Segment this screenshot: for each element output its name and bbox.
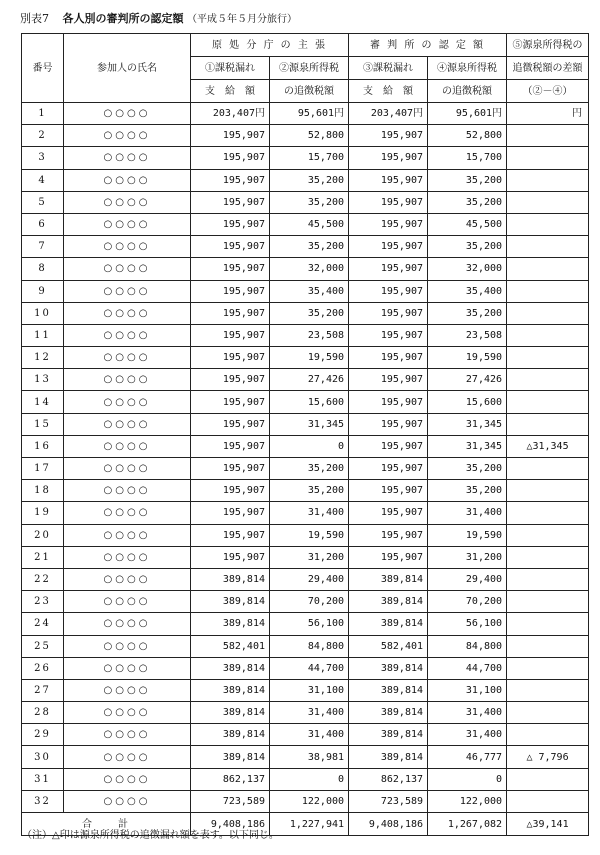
participant-name: ○○○○: [64, 324, 191, 346]
cell-c3: 195,907: [349, 169, 428, 191]
cell-c3: 195,907: [349, 546, 428, 568]
table-row: [22, 147, 589, 169]
cell-c5: [507, 125, 589, 147]
cell-c3: 195,907: [349, 391, 428, 413]
row-number: 28: [22, 702, 64, 724]
cell-c3: 195,907: [349, 369, 428, 391]
participant-name: ○○○○: [64, 790, 191, 812]
cell-c4: 46,777: [428, 746, 507, 768]
table-row: [22, 546, 589, 568]
table-row: [22, 657, 589, 679]
participant-name: ○○○○: [64, 391, 191, 413]
row-number: 2: [22, 125, 64, 147]
cell-c5: [507, 169, 589, 191]
row-number: 19: [22, 502, 64, 524]
participant-name: ○○○○: [64, 480, 191, 502]
cell-c5: [507, 502, 589, 524]
cell-c3: 195,907: [349, 213, 428, 235]
table-row: [22, 413, 589, 435]
cell-c3: 862,137: [349, 768, 428, 790]
table-row: [22, 724, 589, 746]
cell-c2: 31,345: [270, 413, 349, 435]
cell-c1: 195,907: [191, 125, 270, 147]
row-number: 26: [22, 657, 64, 679]
total-c5: △39,141: [507, 813, 589, 836]
cell-c3: 195,907: [349, 302, 428, 324]
cell-c4: 84,800: [428, 635, 507, 657]
cell-c3: 195,907: [349, 413, 428, 435]
cell-c4: 15,700: [428, 147, 507, 169]
cell-c2: 27,426: [270, 369, 349, 391]
cell-c5: [507, 568, 589, 590]
participant-name: ○○○○: [64, 147, 191, 169]
participant-name: ○○○○: [64, 657, 191, 679]
cell-c1: 195,907: [191, 236, 270, 258]
table-title: 各人別の審判所の認定額: [62, 12, 184, 25]
header-col1-line1: ①課税漏れ: [191, 57, 270, 80]
cell-c5: [507, 236, 589, 258]
cell-c5: [507, 679, 589, 701]
cell-c5: [507, 635, 589, 657]
row-number: 17: [22, 458, 64, 480]
cell-c1: 195,907: [191, 369, 270, 391]
cell-c1: 389,814: [191, 702, 270, 724]
cell-c5: [507, 657, 589, 679]
table-row: [22, 568, 589, 590]
cell-c5: [507, 724, 589, 746]
cell-c4: 70,200: [428, 591, 507, 613]
participant-name: ○○○○: [64, 191, 191, 213]
table-row: [22, 746, 589, 768]
row-number: 16: [22, 435, 64, 457]
footnote: （注）△印は源泉所得税の追徴漏れ額を表す。以下同じ。: [22, 830, 279, 841]
cell-c3: 195,907: [349, 435, 428, 457]
cell-c4: 0: [428, 768, 507, 790]
cell-c5: [507, 302, 589, 324]
participant-name: ○○○○: [64, 258, 191, 280]
cell-c1: 195,907: [191, 191, 270, 213]
row-number: 18: [22, 480, 64, 502]
row-number: 31: [22, 768, 64, 790]
participant-name: ○○○○: [64, 635, 191, 657]
row-number: 13: [22, 369, 64, 391]
cell-c1: 195,907: [191, 480, 270, 502]
cell-c2: 0: [270, 768, 349, 790]
total-label: 合 計: [22, 813, 191, 836]
cell-c5: [507, 324, 589, 346]
table-row: [22, 480, 589, 502]
participant-name: ○○○○: [64, 746, 191, 768]
cell-c1: 203,407円: [191, 103, 270, 125]
cell-c1: 389,814: [191, 724, 270, 746]
cell-c1: 389,814: [191, 746, 270, 768]
header-col4-line2: の追徴税額: [428, 80, 507, 103]
cell-c3: 389,814: [349, 613, 428, 635]
cell-c1: 389,814: [191, 679, 270, 701]
cell-c2: 31,100: [270, 679, 349, 701]
cell-c3: 195,907: [349, 502, 428, 524]
cell-c4: 35,400: [428, 280, 507, 302]
cell-c4: 19,590: [428, 347, 507, 369]
row-number: 7: [22, 236, 64, 258]
cell-c5: [507, 524, 589, 546]
table-row: [22, 347, 589, 369]
cell-c3: 389,814: [349, 679, 428, 701]
row-number: 6: [22, 213, 64, 235]
cell-c4: 32,000: [428, 258, 507, 280]
cell-c2: 45,500: [270, 213, 349, 235]
cell-c5: 円: [507, 103, 589, 125]
cell-c4: 35,200: [428, 458, 507, 480]
cell-c3: 195,907: [349, 458, 428, 480]
participant-name: ○○○○: [64, 169, 191, 191]
cell-c4: 56,100: [428, 613, 507, 635]
cell-c2: 15,700: [270, 147, 349, 169]
cell-c1: 862,137: [191, 768, 270, 790]
cell-c4: 35,200: [428, 191, 507, 213]
cell-c1: 195,907: [191, 546, 270, 568]
total-c3: 9,408,186: [349, 813, 428, 836]
cell-c2: 29,400: [270, 568, 349, 590]
row-number: 4: [22, 169, 64, 191]
row-number: 24: [22, 613, 64, 635]
header-group-tribunal: 審 判 所 の 認 定 額: [349, 34, 507, 57]
cell-c3: 195,907: [349, 480, 428, 502]
table-title-note: （平成５年５月分旅行）: [187, 14, 297, 25]
cell-c4: 35,200: [428, 236, 507, 258]
cell-c5: [507, 790, 589, 812]
cell-c2: 35,200: [270, 302, 349, 324]
participant-name: ○○○○: [64, 236, 191, 258]
table-row: [22, 435, 589, 457]
table-row: [22, 125, 589, 147]
cell-c4: 31,345: [428, 413, 507, 435]
header-col2-line1: ②源泉所得税: [270, 57, 349, 80]
header-col1-line2: 支 給 額: [191, 80, 270, 103]
cell-c4: 19,590: [428, 524, 507, 546]
cell-c1: 389,814: [191, 568, 270, 590]
cell-c3: 195,907: [349, 324, 428, 346]
cell-c3: 389,814: [349, 657, 428, 679]
participant-name: ○○○○: [64, 280, 191, 302]
table-row: [22, 391, 589, 413]
row-number: 3: [22, 147, 64, 169]
row-number: 8: [22, 258, 64, 280]
cell-c1: 389,814: [191, 613, 270, 635]
cell-c1: 195,907: [191, 258, 270, 280]
table-row: [22, 502, 589, 524]
row-number: 12: [22, 347, 64, 369]
table-row: [22, 790, 589, 812]
cell-c1: 195,907: [191, 413, 270, 435]
table-caption: [20, 10, 590, 26]
cell-c4: 35,200: [428, 169, 507, 191]
cell-c3: 389,814: [349, 702, 428, 724]
row-number: 5: [22, 191, 64, 213]
cell-c2: 32,000: [270, 258, 349, 280]
header-col5-line2: 追徴税額の差額: [507, 57, 589, 80]
cell-c4: 31,345: [428, 435, 507, 457]
cell-c4: 35,200: [428, 302, 507, 324]
cell-c2: 35,200: [270, 480, 349, 502]
table-row: [22, 169, 589, 191]
cell-c4: 31,400: [428, 702, 507, 724]
cell-c5: [507, 258, 589, 280]
cell-c3: 195,907: [349, 147, 428, 169]
cell-c2: 31,400: [270, 724, 349, 746]
participant-name: ○○○○: [64, 502, 191, 524]
cell-c3: 389,814: [349, 591, 428, 613]
cell-c5: [507, 413, 589, 435]
cell-c4: 31,200: [428, 546, 507, 568]
cell-c5: [507, 546, 589, 568]
cell-c4: 15,600: [428, 391, 507, 413]
cell-c3: 389,814: [349, 746, 428, 768]
assessment-table: [21, 33, 589, 836]
participant-name: ○○○○: [64, 435, 191, 457]
header-name: 参加人の氏名: [64, 34, 191, 103]
cell-c3: 195,907: [349, 258, 428, 280]
cell-c5: △31,345: [507, 435, 589, 457]
header-col4-line1: ④源泉所得税: [428, 57, 507, 80]
participant-name: ○○○○: [64, 546, 191, 568]
row-number: 20: [22, 524, 64, 546]
cell-c5: [507, 369, 589, 391]
cell-c1: 195,907: [191, 458, 270, 480]
cell-c5: [507, 458, 589, 480]
participant-name: ○○○○: [64, 679, 191, 701]
cell-c2: 35,200: [270, 236, 349, 258]
table-row: [22, 280, 589, 302]
cell-c3: 195,907: [349, 347, 428, 369]
cell-c5: [507, 191, 589, 213]
cell-c1: 723,589: [191, 790, 270, 812]
table-row: [22, 613, 589, 635]
cell-c1: 195,907: [191, 169, 270, 191]
cell-c4: 31,400: [428, 502, 507, 524]
participant-name: ○○○○: [64, 613, 191, 635]
cell-c2: 31,200: [270, 546, 349, 568]
cell-c4: 44,700: [428, 657, 507, 679]
cell-c2: 23,508: [270, 324, 349, 346]
cell-c3: 195,907: [349, 236, 428, 258]
row-number: 30: [22, 746, 64, 768]
table-row: [22, 369, 589, 391]
table-row: [22, 258, 589, 280]
participant-name: ○○○○: [64, 724, 191, 746]
cell-c5: [507, 147, 589, 169]
cell-c5: [507, 702, 589, 724]
table-row: [22, 324, 589, 346]
cell-c2: 0: [270, 435, 349, 457]
table-row: [22, 302, 589, 324]
cell-c2: 31,400: [270, 702, 349, 724]
cell-c4: 31,400: [428, 724, 507, 746]
cell-c5: [507, 591, 589, 613]
cell-c2: 35,200: [270, 458, 349, 480]
row-number: 23: [22, 591, 64, 613]
cell-c4: 31,100: [428, 679, 507, 701]
cell-c5: [507, 280, 589, 302]
cell-c3: 195,907: [349, 125, 428, 147]
row-number: 27: [22, 679, 64, 701]
cell-c2: 38,981: [270, 746, 349, 768]
cell-c2: 52,800: [270, 125, 349, 147]
cell-c3: 195,907: [349, 524, 428, 546]
total-c1: 9,408,186: [191, 813, 270, 836]
cell-c1: 195,907: [191, 280, 270, 302]
cell-c2: 35,200: [270, 169, 349, 191]
participant-name: ○○○○: [64, 103, 191, 125]
cell-c4: 27,426: [428, 369, 507, 391]
table-row: [22, 591, 589, 613]
participant-name: ○○○○: [64, 369, 191, 391]
cell-c1: 389,814: [191, 657, 270, 679]
cell-c5: [507, 613, 589, 635]
row-number: 10: [22, 302, 64, 324]
row-number: 21: [22, 546, 64, 568]
cell-c2: 19,590: [270, 347, 349, 369]
cell-c5: [507, 391, 589, 413]
header-no: 番号: [22, 34, 64, 103]
cell-c4: 35,200: [428, 480, 507, 502]
cell-c3: 389,814: [349, 724, 428, 746]
cell-c5: △ 7,796: [507, 746, 589, 768]
table-row: [22, 635, 589, 657]
row-number: 1: [22, 103, 64, 125]
cell-c1: 389,814: [191, 591, 270, 613]
cell-c3: 203,407円: [349, 103, 428, 125]
cell-c1: 195,907: [191, 391, 270, 413]
row-number: 22: [22, 568, 64, 590]
cell-c2: 122,000: [270, 790, 349, 812]
row-number: 32: [22, 790, 64, 812]
total-c2: 1,227,941: [270, 813, 349, 836]
cell-c2: 84,800: [270, 635, 349, 657]
cell-c2: 31,400: [270, 502, 349, 524]
cell-c5: [507, 213, 589, 235]
table-row: [22, 213, 589, 235]
header-col3-line1: ③課税漏れ: [349, 57, 428, 80]
row-number: 29: [22, 724, 64, 746]
cell-c2: 95,601円: [270, 103, 349, 125]
cell-c1: 195,907: [191, 524, 270, 546]
row-number: 9: [22, 280, 64, 302]
cell-c1: 195,907: [191, 347, 270, 369]
cell-c1: 195,907: [191, 435, 270, 457]
header-col5-line3: （②－④）: [507, 80, 589, 103]
header-col2-line2: の追徴税額: [270, 80, 349, 103]
header-col5-line1: ⑤源泉所得税の: [507, 34, 589, 57]
table-row: [22, 103, 589, 125]
table-row: [22, 702, 589, 724]
row-number: 11: [22, 324, 64, 346]
participant-name: ○○○○: [64, 702, 191, 724]
participant-name: ○○○○: [64, 413, 191, 435]
cell-c4: 23,508: [428, 324, 507, 346]
cell-c4: 95,601円: [428, 103, 507, 125]
participant-name: ○○○○: [64, 125, 191, 147]
cell-c2: 44,700: [270, 657, 349, 679]
table-row: [22, 458, 589, 480]
table-row: [22, 524, 589, 546]
cell-c1: 195,907: [191, 324, 270, 346]
cell-c4: 45,500: [428, 213, 507, 235]
cell-c4: 122,000: [428, 790, 507, 812]
table-row: [22, 679, 589, 701]
cell-c5: [507, 347, 589, 369]
table-id: 別表7: [20, 12, 49, 25]
header-col3-line2: 支 給 額: [349, 80, 428, 103]
participant-name: ○○○○: [64, 347, 191, 369]
cell-c1: 195,907: [191, 213, 270, 235]
cell-c2: 19,590: [270, 524, 349, 546]
total-c4: 1,267,082: [428, 813, 507, 836]
participant-name: ○○○○: [64, 213, 191, 235]
cell-c2: 15,600: [270, 391, 349, 413]
cell-c2: 35,400: [270, 280, 349, 302]
participant-name: ○○○○: [64, 458, 191, 480]
cell-c5: [507, 480, 589, 502]
participant-name: ○○○○: [64, 768, 191, 790]
cell-c2: 35,200: [270, 191, 349, 213]
cell-c3: 195,907: [349, 191, 428, 213]
header-group-original: 原 処 分 庁 の 主 張: [191, 34, 349, 57]
row-number: 15: [22, 413, 64, 435]
row-number: 14: [22, 391, 64, 413]
cell-c1: 195,907: [191, 302, 270, 324]
cell-c3: 389,814: [349, 568, 428, 590]
cell-c1: 195,907: [191, 147, 270, 169]
cell-c3: 582,401: [349, 635, 428, 657]
participant-name: ○○○○: [64, 591, 191, 613]
cell-c3: 195,907: [349, 280, 428, 302]
table-row: [22, 236, 589, 258]
participant-name: ○○○○: [64, 568, 191, 590]
table-row: [22, 768, 589, 790]
cell-c1: 195,907: [191, 502, 270, 524]
cell-c1: 582,401: [191, 635, 270, 657]
cell-c4: 52,800: [428, 125, 507, 147]
row-number: 25: [22, 635, 64, 657]
table-body: [22, 103, 589, 813]
cell-c5: [507, 768, 589, 790]
cell-c2: 56,100: [270, 613, 349, 635]
table-row: [22, 191, 589, 213]
participant-name: ○○○○: [64, 524, 191, 546]
participant-name: ○○○○: [64, 302, 191, 324]
cell-c2: 70,200: [270, 591, 349, 613]
cell-c3: 723,589: [349, 790, 428, 812]
cell-c4: 29,400: [428, 568, 507, 590]
